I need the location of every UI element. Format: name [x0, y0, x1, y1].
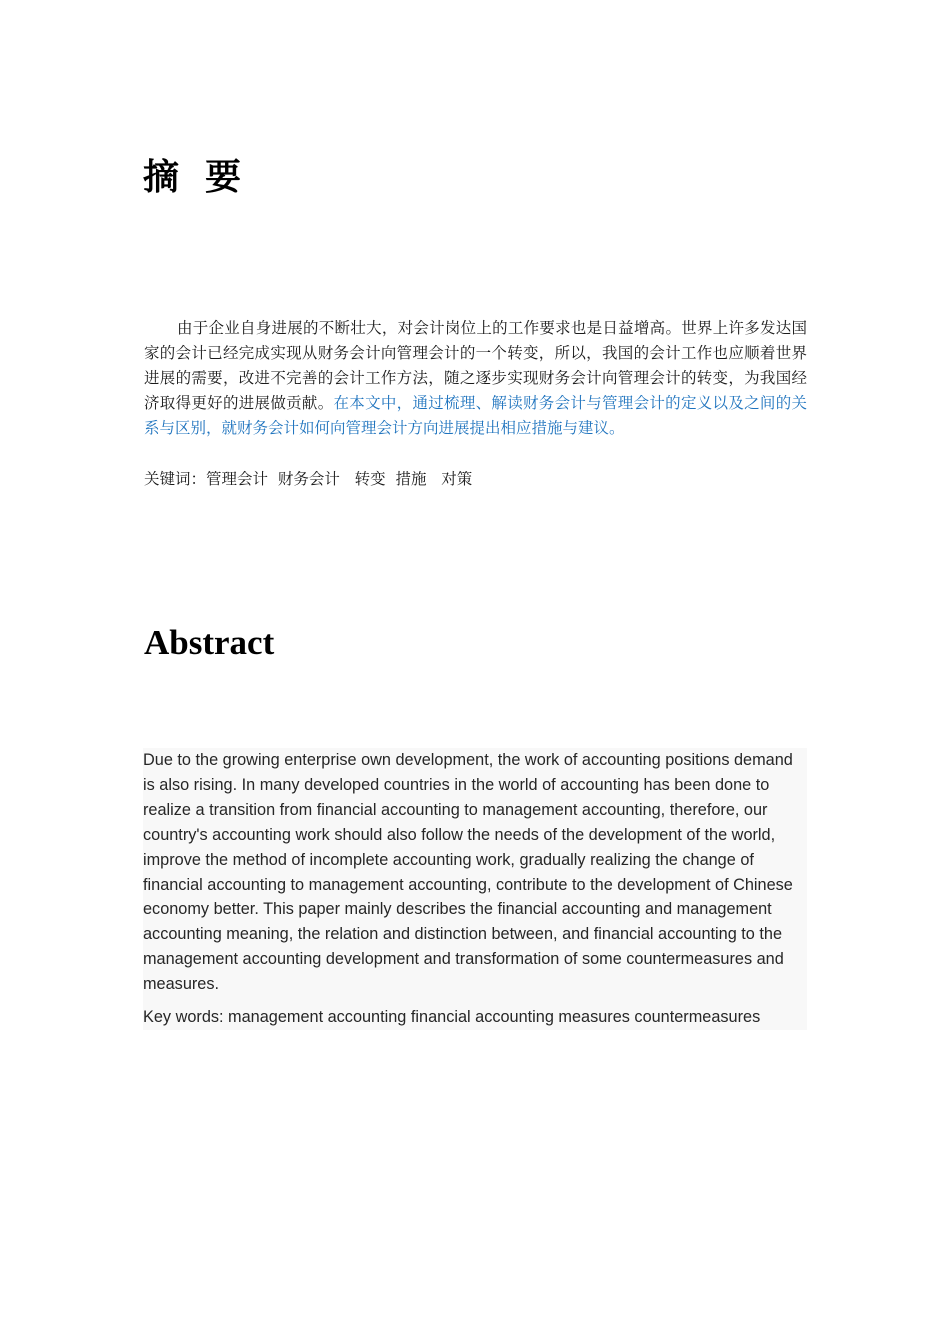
chinese-abstract-main-text: 由于企业自身进展的不断壮大，对会计岗位上的工作要求也是日益增高。世界上许多发达国家的会计已经完成实现从财务会计向管理会计的一个转变，所以，我国的会计工作也应顺着世界进展的需要，改进不完善的会计工作方法，随之逐步实现财务会计向管理会计的转变，为我国经济取得更好的进展做贡献。 [144, 319, 807, 412]
chinese-keywords: 关键词：管理会计 财务会计 转变 措施 对策 [144, 470, 473, 488]
chinese-abstract-title [143, 156, 241, 200]
title-char-2: 要 [205, 157, 242, 198]
english-keywords: Key words: management accounting financial accounting measures countermeasures [143, 1008, 761, 1027]
title-char-1: 摘 [143, 157, 180, 198]
chinese-abstract-paragraph [144, 316, 807, 441]
english-abstract-paragraph: Due to the growing enterprise own development, the work of accounting positions demand is also rising. In many developed countries in the world of accounting has been done to realize a transition from financial accounting to management accounting, therefore, our country's accounting work should also follow the needs of the development of the world, improve the method of incomplete accounting work, gradually realizing the change of financial accounting to management accounting, contribute to the development of Chinese economy better. This paper mainly describes the financial accounting and management accounting meaning, the relation and distinction between, and financial accounting to the management accounting development and transformation of some countermeasures and measures. [143, 751, 793, 994]
chinese-abstract-highlighted-text: 在本文中，通过梳理、解读财务会计与管理会计的定义以及之间的关系与区别，就财务会计如何向管理会计方向进展提出相应措施与建议。 [144, 394, 807, 437]
english-abstract-title: Abstract [144, 623, 275, 662]
english-abstract-box [143, 748, 807, 1030]
